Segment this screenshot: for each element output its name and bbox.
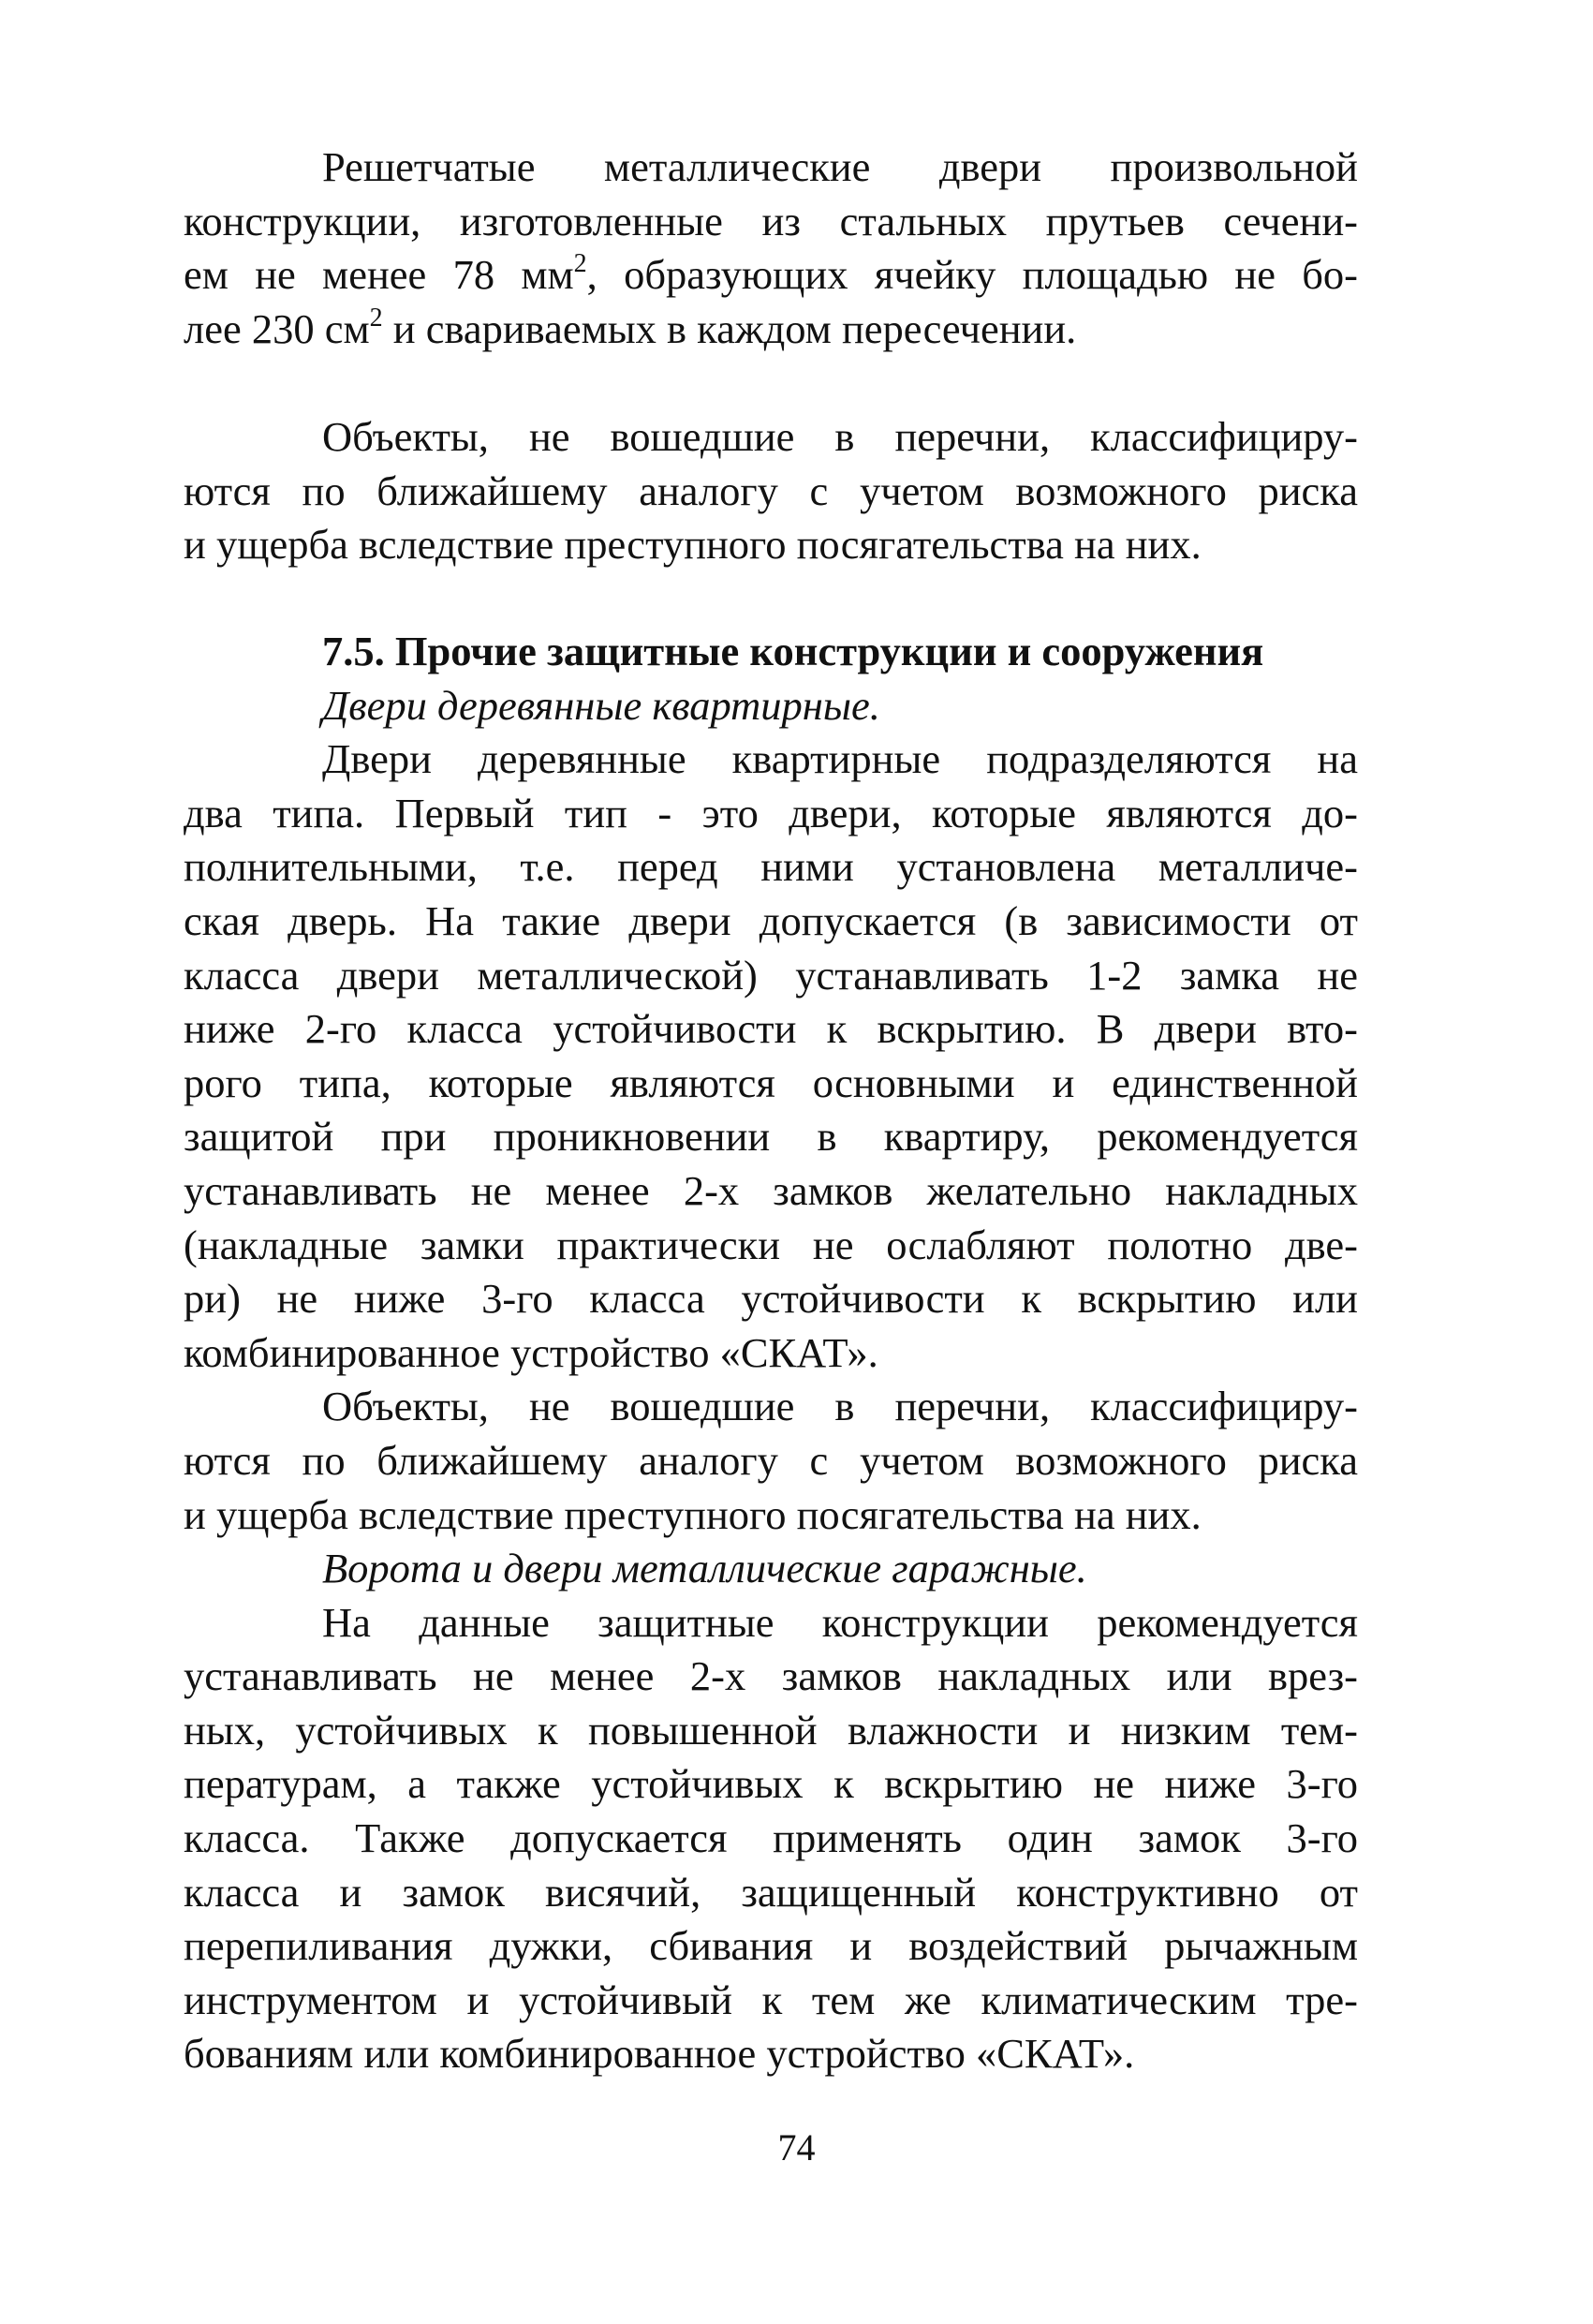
text-line: конструкции, изготовленные из стальных прутьев сечени- [184, 197, 1358, 244]
text-line: ская дверь. На такие двери допускается (в зависимости от [184, 896, 1358, 944]
text-line: ных, устойчивых к повышенной влажности и низким тем- [184, 1706, 1358, 1754]
paragraph-2 [184, 410, 1358, 572]
text-line: инструментом и устойчивый к тем же климатическим тре- [184, 1976, 1358, 2023]
text-line: ниже 2-го класса устойчивости к вскрытию. В двери вто- [184, 1005, 1358, 1053]
text-fragment: ем не менее 78 мм [184, 251, 574, 299]
text-line [184, 303, 1358, 357]
text-line: перепиливания дужки, сбивания и воздействий рычажным [184, 1922, 1358, 1970]
text-line: Объекты, не вошедшие в перечни, классифициру- [322, 413, 1358, 460]
section-heading: 7.5. Прочие защитные конструкции и сооружения [322, 628, 1264, 674]
text-line: пературам, а также устойчивых к вскрытию не ниже 3-го [184, 1760, 1358, 1808]
subheading-garage-doors: Ворота и двери металлические гаражные. [322, 1545, 1087, 1592]
text-line: полнительными, т.е. перед ними установлена металличе- [184, 843, 1358, 891]
text-line: Двери деревянные квартирные подразделяются на [322, 735, 1358, 783]
text-line: ри) не ниже 3-го класса устойчивости к вскрытию или [184, 1275, 1358, 1323]
text-fragment: и свариваемых в каждом пересечении. [382, 304, 1077, 352]
text-line: ются по ближайшему аналогу с учетом возможного риска [184, 466, 1358, 514]
text-line: Решетчатые металлические двери произвольной [322, 143, 1358, 190]
text-fragment: лее 230 см [184, 304, 370, 352]
text-line: устанавливать не менее 2-х замков желательно накладных [184, 1166, 1358, 1214]
text-line: Объекты, не вошедшие в перечни, классифициру- [322, 1383, 1358, 1430]
text-line: бованиям или комбинированное устройство «СКАТ». [184, 2030, 1135, 2078]
text-line: два типа. Первый тип - это двери, которые являются до- [184, 789, 1358, 836]
text-line: На данные защитные конструкции рекомендуется [322, 1598, 1358, 1646]
subheading-wooden-doors: Двери деревянные квартирные. [322, 681, 880, 729]
text-fragment: , образующих ячейку площадью не бо- [586, 251, 1358, 299]
text-line: и ущерба вследствие преступного посягательства на них. [184, 1490, 1202, 1538]
text-line: класса. Также допускается применять один замок 3-го [184, 1814, 1358, 1862]
text-line: устанавливать не менее 2-х замков накладных или врез- [184, 1652, 1358, 1700]
text-line: рого типа, которые являются основными и единственной [184, 1058, 1358, 1106]
text-line: и ущерба вследствие преступного посягательства на них. [184, 521, 1202, 569]
page-number: 74 [777, 2126, 816, 2169]
superscript: 2 [573, 249, 587, 279]
text-line: (накладные замки практически не ослабляют полотно две- [184, 1221, 1358, 1268]
text-line: ются по ближайшему аналогу с учетом возможного риска [184, 1436, 1358, 1484]
text-line: класса двери металлической) устанавливать 1-2 замка не [184, 951, 1358, 999]
text-line: защитой при проникновении в квартиру, рекомендуется [184, 1113, 1358, 1161]
text-line [184, 248, 1358, 303]
text-line: класса и замок висячий, защищенный конструктивно от [184, 1868, 1358, 1916]
text-line: комбинированное устройство «СКАТ». [184, 1328, 878, 1376]
superscript: 2 [369, 303, 383, 333]
paragraph-1 [184, 141, 1358, 356]
section-7-5 [184, 625, 1358, 2081]
